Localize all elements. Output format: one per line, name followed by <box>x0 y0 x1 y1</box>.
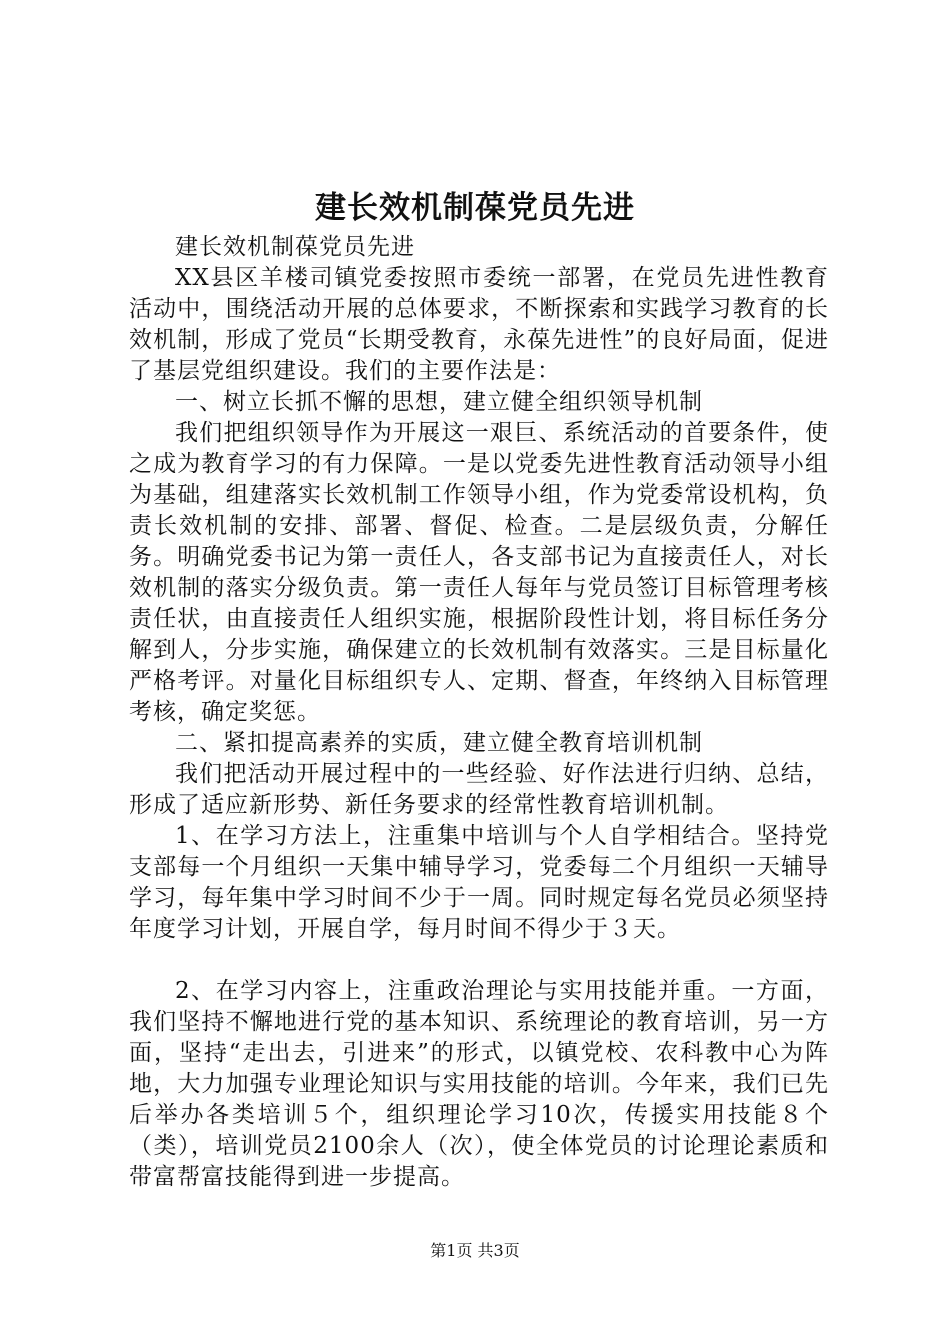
paragraph-item-1: 1、在学习方法上，注重集中培训与个人自学相结合。坚持党支部每一个月组织一天集中辅导学习，党委每二个月组织一天辅导学习，每年集中学习时间不少于一周。同时规定每名党员必须坚持年度学习计划，开展自学，每月时间不得少于３天。 <box>129 823 829 942</box>
page-footer: 第1页 共3页 <box>430 1241 520 1260</box>
section-heading-1: 一、树立长抓不懈的思想，建立健全组织领导机制 <box>175 389 703 415</box>
document-title: 建长效机制葆党员先进 <box>315 190 635 226</box>
paragraph-section-1: 我们把组织领导作为开展这一艰巨、系统活动的首要条件，使之成为教育学习的有力保障。一是以党委先进性教育活动领导小组为基础，组建落实长效机制工作领导小组，作为党委常设机构，负责长效机制的安排、部署、督促、检查。二是层级负责，分解任务。明确党委书记为第一责任人，各支部书记为直接责任人，对长效机制的落实分级负责。第一责任人每年与党员签订目标管理考核责任状，由直接责任人组织实施，根据阶段性计划，将目标任务分解到人，分步实施，确保建立的长效机制有效落实。三是目标量化严格考评。对量化目标组织专人、定期、督查，年终纳入目标管理考核，确定奖惩。 <box>129 420 829 725</box>
section-heading-2: 二、紧扣提高素养的实质，建立健全教育培训机制 <box>175 730 703 756</box>
document-body <box>129 232 829 1193</box>
paragraph-item-2: 2、在学习内容上，注重政治理论与实用技能并重。一方面，我们坚持不懈地进行党的基本知识、系统理论的教育培训，另一方面，坚持“走出去，引进来”的形式，以镇党校、农科教中心为阵地，大力加强专业理论知识与实用技能的培训。今年来，我们已先后举办各类培训５个，组织理论学习10次，传援实用技能８个（类），培训党员2100余人（次），使全体党员的讨论理论素质和带富帮富技能得到进一步提高。 <box>129 978 829 1190</box>
paragraph-intro: XX县区羊楼司镇党委按照市委统一部署，在党员先进性教育活动中，围绕活动开展的总体要求，不断探索和实践学习教育的长效机制，形成了党员“长期受教育，永葆先进性”的良好局面，促进了基层党组织建设。我们的主要作法是： <box>129 265 829 384</box>
paragraph-section-2: 我们把活动开展过程中的一些经验、好作法进行归纳、总结，形成了适应新形势、新任务要求的经常性教育培训机制。 <box>129 761 829 818</box>
paragraph-subtitle: 建长效机制葆党员先进 <box>175 234 415 260</box>
